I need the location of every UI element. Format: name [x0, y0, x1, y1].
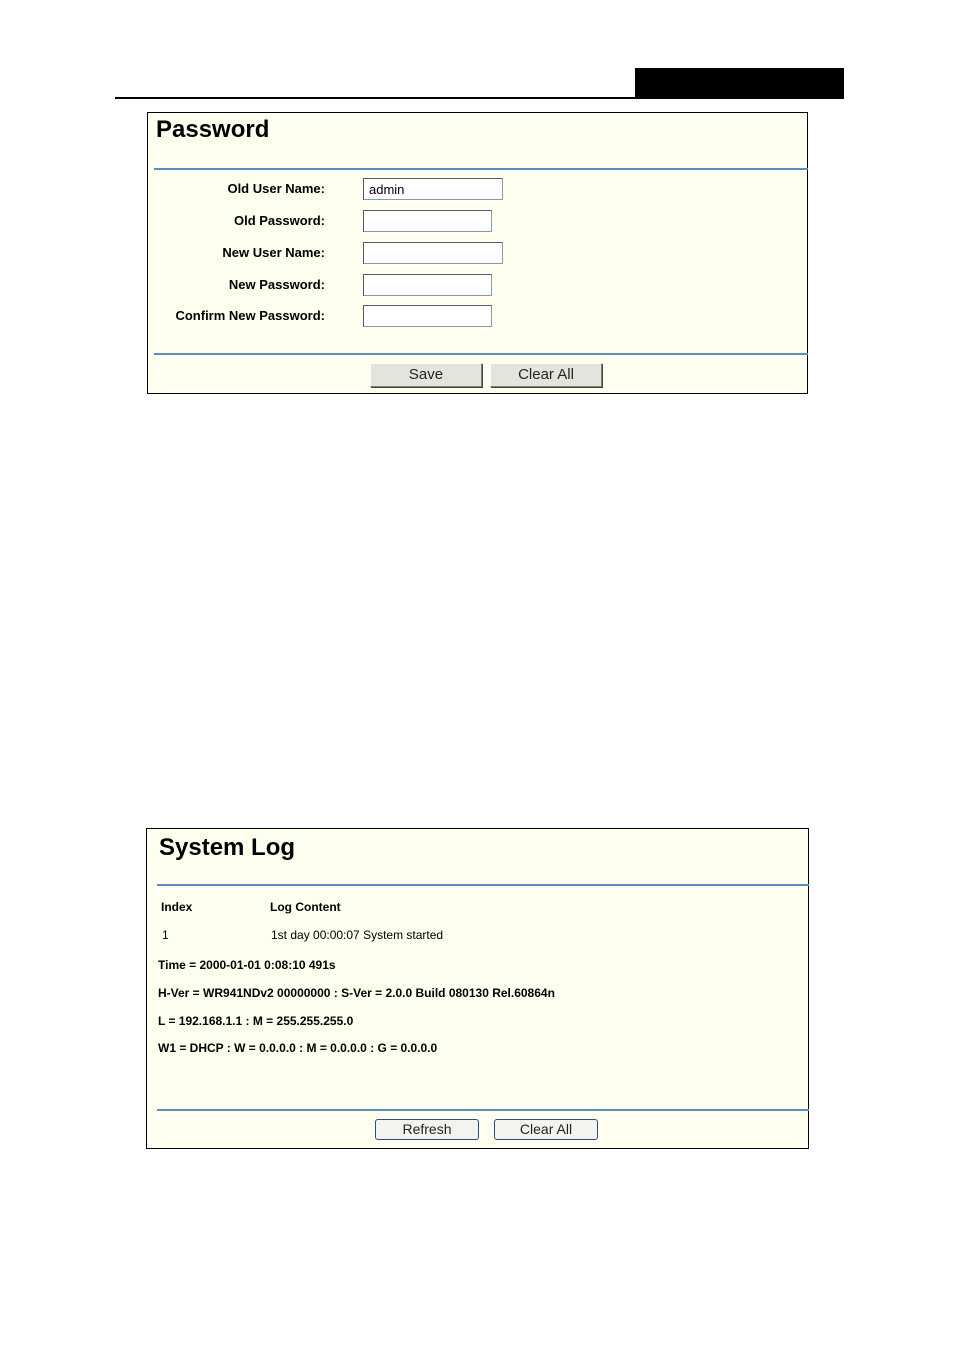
new-username-label: New User Name: — [222, 245, 325, 260]
footer-divider — [154, 353, 808, 355]
status-wan: W1 = DHCP : W = 0.0.0.0 : M = 0.0.0.0 : G = 0.0.0.0 — [158, 1041, 438, 1055]
column-header-index: Index — [161, 900, 193, 914]
log-row-index: 1 — [162, 928, 169, 942]
system-log-title: System Log — [159, 834, 296, 861]
page-title: Password — [156, 116, 270, 143]
old-password-label: Old Password: — [233, 213, 325, 228]
column-header-log-content: Log Content — [270, 900, 341, 914]
title-divider — [157, 884, 809, 886]
footer-divider — [157, 1109, 809, 1111]
refresh-button[interactable]: Refresh — [375, 1119, 479, 1140]
new-password-field[interactable] — [363, 274, 492, 296]
confirm-password-label: Confirm New Password: — [175, 308, 325, 323]
confirm-password-field[interactable] — [363, 305, 492, 327]
system-log-panel — [146, 828, 809, 1149]
new-username-field[interactable] — [363, 242, 503, 264]
old-username-label: Old User Name: — [227, 181, 325, 196]
header-rule — [115, 97, 844, 99]
log-row-content: 1st day 00:00:07 System started — [271, 928, 444, 942]
save-button[interactable]: Save — [370, 363, 482, 387]
header-bar-block — [635, 68, 844, 99]
old-password-field[interactable] — [363, 210, 492, 232]
clear-all-log-button[interactable]: Clear All — [494, 1119, 598, 1140]
password-panel — [147, 112, 808, 394]
old-username-field[interactable] — [363, 178, 503, 200]
clear-all-button[interactable]: Clear All — [490, 363, 602, 387]
status-version: H-Ver = WR941NDv2 00000000 : S-Ver = 2.0.0 Build 080130 Rel.60864n — [158, 986, 555, 1000]
status-time: Time = 2000-01-01 0:08:10 491s — [158, 958, 336, 972]
title-divider — [154, 168, 808, 170]
new-password-label: New Password: — [228, 277, 325, 292]
status-lan: L = 192.168.1.1 : M = 255.255.255.0 — [158, 1014, 354, 1028]
